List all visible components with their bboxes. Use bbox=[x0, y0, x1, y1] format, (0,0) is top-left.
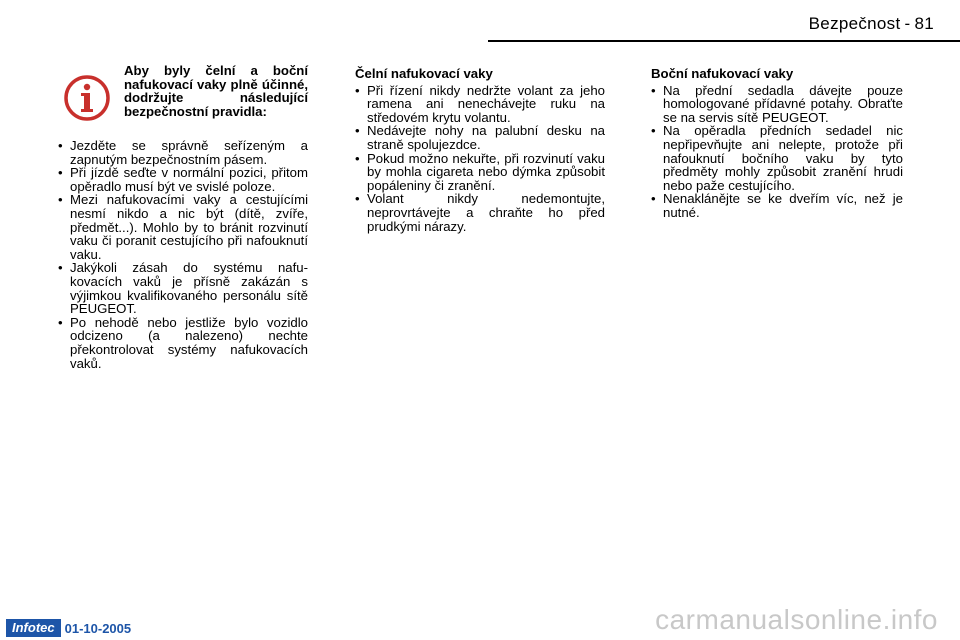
list-item: • Po nehodě nebo jestliže bylo vozidlo odcizeno (a nalezeno) nechte překontrolovat systémy nafukovacích vaků. bbox=[58, 316, 308, 370]
column-side-airbags bbox=[651, 67, 903, 220]
watermark: carmanualsonline.info bbox=[655, 604, 938, 635]
list-item: • Nedávejte nohy na palubní desku na straně spolujezdce. bbox=[355, 124, 605, 151]
column-safety-rules bbox=[58, 64, 308, 370]
page-header bbox=[809, 14, 934, 34]
header-rule bbox=[488, 40, 960, 42]
list-item: • Jakýkoli zásah do systému nafu-kovacích vaků je přísně zakázán s výjimkou kvalifikovaného personálu sítě PEUGEOT. bbox=[58, 261, 308, 315]
info-icon bbox=[62, 73, 112, 123]
list-item: • Mezi nafukovacími vaky a cestujícími nesmí nikdo a nic být (dítě, zvíře, předmět...). Mohlo by to bránit rozvinutí vaku či poranit cestujícího při nafouknutí vaku. bbox=[58, 193, 308, 261]
list-item: • Při jízdě seďte v normální pozici, přitom opěradlo musí být ve svislé poloze. bbox=[58, 166, 308, 193]
edition-date: 01-10-2005 bbox=[64, 620, 132, 636]
list-item: • Na opěradla předních sedadel nic nepřipevňujte ani nelepte, protože při nafouknutí bočního vaku by tyto předměty mohly způsobit zranění hrudi nebo paže cestujícího. bbox=[651, 124, 903, 192]
list-item: • Při řízení nikdy nedržte volant za jeho ramena ani nenechávejte ruku na středovém krytu volantu. bbox=[355, 84, 605, 125]
side-airbags-title: Boční nafukovací vaky bbox=[651, 66, 794, 81]
safety-rules-list bbox=[58, 139, 308, 370]
page-number: 81 bbox=[914, 14, 934, 33]
front-airbags-title: Čelní nafukovací vaky bbox=[355, 66, 493, 81]
front-airbags-list bbox=[355, 84, 605, 234]
section-title: Bezpečnost bbox=[808, 14, 901, 33]
list-item: • Volant nikdy nedemontujte, neprovrtávejte a chraňte ho před prudkými nárazy. bbox=[355, 192, 605, 233]
footer-publisher bbox=[6, 619, 131, 637]
side-airbags-list bbox=[651, 84, 903, 220]
publisher-badge: Infotec bbox=[6, 619, 61, 637]
list-item: • Pokud možno nekuřte, při rozvinutí vaku by mohla cigareta nebo dýmka způsobit popáleniny či zranění. bbox=[355, 152, 605, 193]
info-text: Aby byly čelní a boční nafukovací vaky plně účinné, dodržujte následující bezpečnostní pravidla: bbox=[124, 63, 308, 119]
list-item: • Nenaklánějte se ke dveřím víc, než je nutné. bbox=[651, 192, 903, 219]
list-item: • Jezděte se správně seřízeným a zapnutým bezpečnostním pásem. bbox=[58, 139, 308, 166]
info-box bbox=[58, 64, 308, 123]
list-item: • Na přední sedadla dávejte pouze homologované přídavné potahy. Obraťte se na servis sítě PEUGEOT. bbox=[651, 84, 903, 125]
header-separator: - bbox=[904, 14, 911, 33]
column-front-airbags bbox=[355, 67, 605, 233]
